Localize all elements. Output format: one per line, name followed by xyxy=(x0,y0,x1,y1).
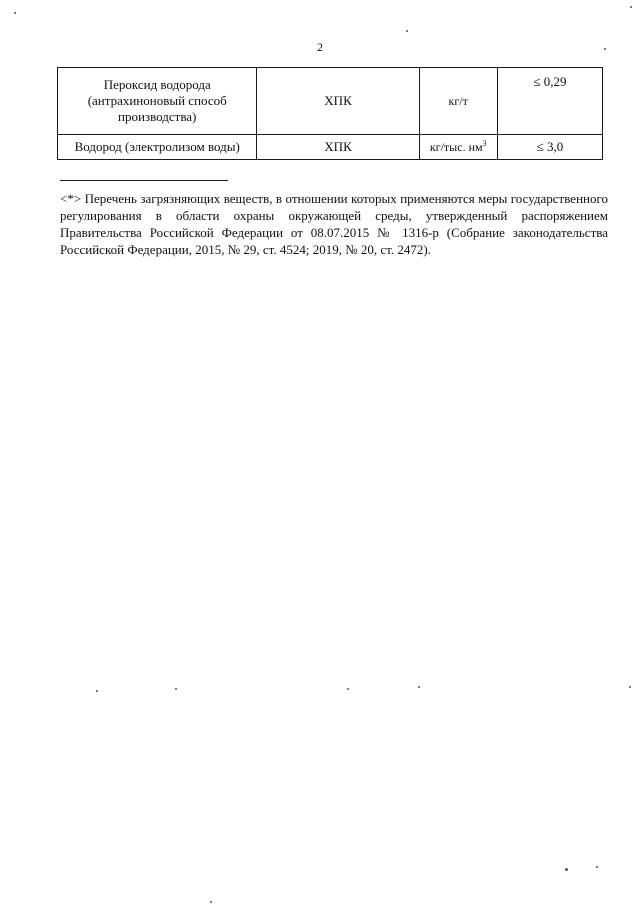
method-cell: ХПК xyxy=(257,68,419,135)
scan-speck xyxy=(565,868,568,871)
footnote-text: <*> Перечень загрязняющих веществ, в отношении которых применяются меры государственного регулирования в области охраны окружающей среды, утвержденный распоряжением Правительства Российской Федерации от 08.07.2015 № 1316-р (Собрание законодательства Российской Федерации, 2015, № 29, ст. 4524; 2019, № 20, ст. 2472). xyxy=(60,191,608,258)
scan-speck xyxy=(630,6,632,8)
value-cell: ≤ 3,0 xyxy=(497,135,602,160)
unit-cell xyxy=(419,68,497,135)
scan-speck xyxy=(629,686,631,688)
scan-speck xyxy=(596,866,598,868)
unit-cell xyxy=(419,135,497,160)
footnote-separator xyxy=(60,180,228,181)
table-row xyxy=(58,135,603,160)
scan-speck xyxy=(604,48,606,50)
scan-speck xyxy=(418,686,420,688)
substance-cell: Водород (электролизом воды) xyxy=(58,135,257,160)
emissions-table xyxy=(57,67,603,160)
unit-superscript: 3 xyxy=(482,139,487,148)
table-row xyxy=(58,68,603,135)
scan-speck xyxy=(96,690,98,692)
substance-cell: Пероксид водорода (антрахиноновый способ производства) xyxy=(58,68,257,135)
unit-text: кг/тыс. нм xyxy=(429,140,483,154)
page-number: 2 xyxy=(317,40,323,54)
scan-speck xyxy=(175,688,177,690)
value-cell: ≤ 0,29 xyxy=(497,68,602,135)
scan-speck xyxy=(14,12,16,14)
scan-speck xyxy=(210,901,212,903)
method-cell: ХПК xyxy=(257,135,419,160)
scan-speck xyxy=(347,688,349,690)
scan-speck xyxy=(406,30,408,32)
unit-text: кг/т xyxy=(448,94,468,108)
